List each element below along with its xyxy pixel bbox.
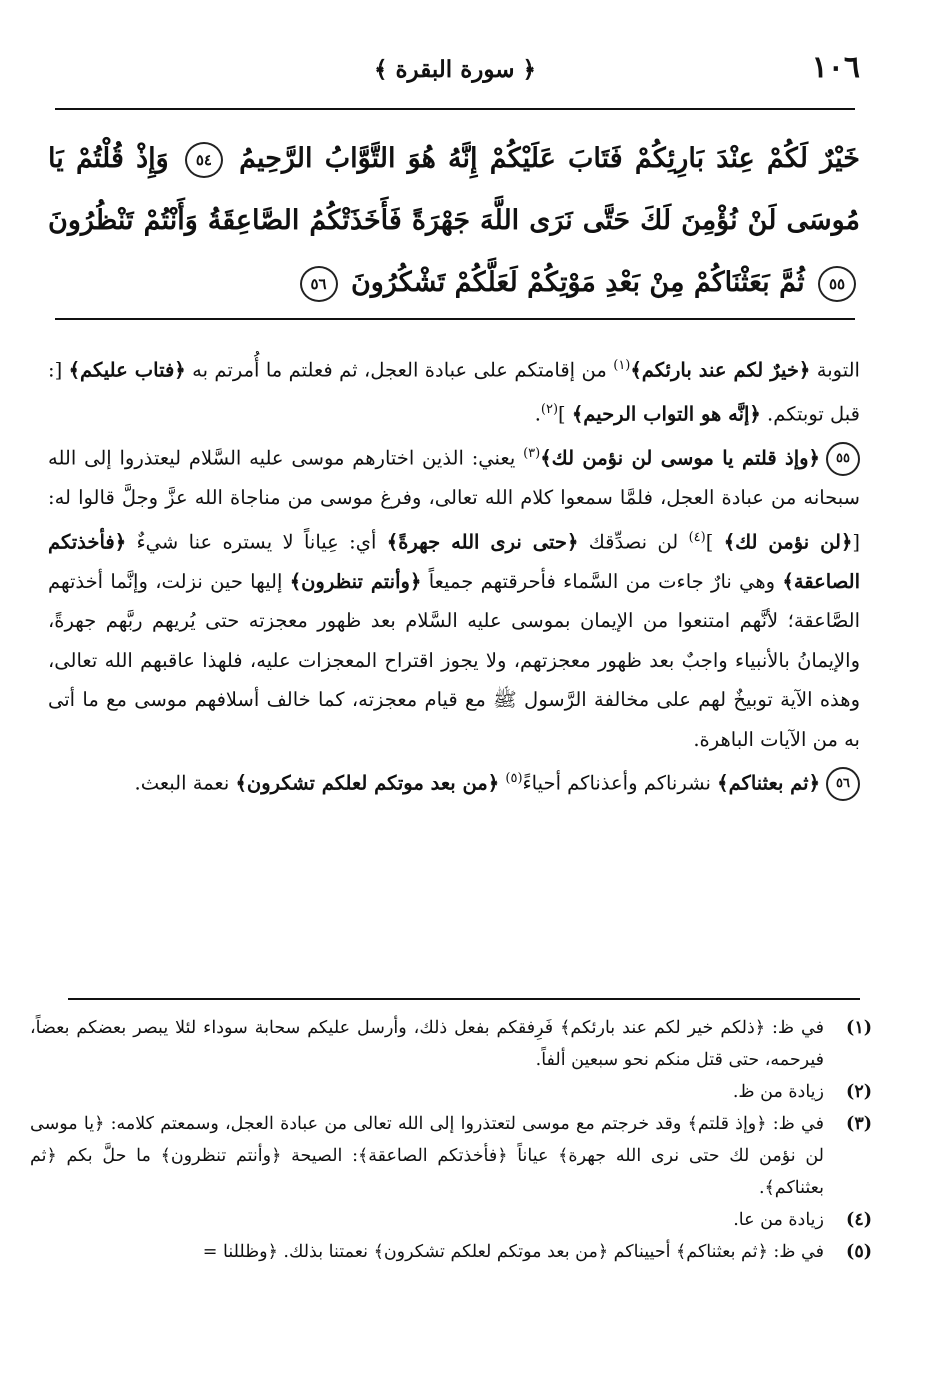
commentary-paragraph [48, 346, 860, 434]
commentary-text: . [534, 402, 541, 426]
verse-number-marker: ٥٦ [826, 767, 860, 801]
quoted-verse: ﴿فتاب عليكم﴾ [68, 358, 186, 382]
header-divider [55, 108, 855, 110]
footnote [30, 1076, 872, 1108]
quoted-verse: ﴿خيرٌ لكم عند بارئكم﴾ [630, 358, 811, 382]
commentary-text: نعمة البعث. [134, 771, 236, 795]
footnote-text: في ظ: ﴿ثم بعثناكم﴾ أحييناكم ﴿من بعد موتكم لعلكم تشكرون﴾ نعمتنا بذلك. ﴿وظللنا = [202, 1242, 824, 1262]
footnotes-divider [68, 998, 860, 1000]
footnote-number: (٤) [846, 1210, 872, 1230]
footnote-number: (١) [846, 1018, 872, 1038]
commentary-text: من إقامتكم على عبادة العجل، ثم فعلتم ما أُمرتم به [185, 358, 614, 382]
footnote-reference[interactable]: (٥) [505, 771, 523, 786]
footnote-text: زيادة من عا. [733, 1210, 824, 1230]
verse-text: خَيْرٌ لَكُمْ عِنْدَ بَارِئِكُمْ فَتَابَ عَلَيْكُمْ إِنَّهُ هُوَ التَّوَّابُ الرَّحِيمُ [239, 143, 860, 174]
footnote [30, 1204, 872, 1236]
commentary-text: [: قبل توبتكم. [48, 358, 860, 426]
commentary-text: التوبة [810, 358, 860, 382]
footnote-text: في ظ: ﴿ذلكم خير لكم عند بارئكم﴾ فَرِفقكم بفعل ذلك، وأرسل عليكم سحابة سوداء لئلا يبصر بعضكم بعضاً، فيرحمه، حتى قتل منكم نحو سبعين ألفاً. [30, 1018, 824, 1070]
verse-text: ثُمَّ بَعَثْنَاكُمْ مِنْ بَعْدِ مَوْتِكُمْ لَعَلَّكُمْ تَشْكُرُونَ [350, 267, 805, 298]
commentary-text: نشرناكم وأعذناكم أحياءً [522, 771, 718, 795]
footnote-number: (٢) [846, 1082, 872, 1102]
page-header [50, 50, 860, 100]
surah-title: ﴿ سورة البقرة ﴾ [374, 56, 536, 83]
quran-verses [48, 128, 860, 314]
page-number: ١٠٦ [811, 50, 860, 85]
quoted-verse: ﴿وإذ قلتم يا موسى لن نؤمن لك﴾ [540, 446, 820, 470]
footnote-reference[interactable]: (٢) [540, 402, 559, 417]
footnote [30, 1236, 872, 1268]
commentary-paragraph [48, 434, 860, 759]
footnote-text: زيادة من ظ. [732, 1082, 824, 1102]
commentary-text: لن نصدِّقك [578, 530, 689, 553]
commentary-paragraph [48, 759, 860, 803]
verse-number-marker: ٥٤ [185, 142, 223, 178]
verse-number-marker: ٥٥ [826, 442, 860, 476]
quoted-verse: ﴿إنَّه هو التواب الرحيم﴾ [571, 402, 761, 426]
verse-number-marker: ٥٦ [300, 266, 338, 302]
verse-number-marker: ٥٥ [818, 266, 856, 302]
footnote-number: (٣) [846, 1114, 872, 1134]
quoted-verse: ﴿ثم بعثناكم﴾ [717, 771, 820, 795]
footnotes [30, 1012, 872, 1268]
quoted-verse: ﴿من بعد موتكم لعلكم تشكرون﴾ [235, 771, 500, 795]
footnote-number: (٥) [846, 1242, 872, 1262]
commentary-text: ] [705, 530, 724, 553]
commentary-text: وهي نارٌ جاءت من السَّماء فأحرقتهم جميعاً [421, 569, 783, 593]
footnote [30, 1108, 872, 1204]
commentary-text: يعني: الذين اختارهم موسى عليه السَّلام ليعتذروا إلى الله سبحانه من عبادة العجل، فلمَّا سمعوا كلام الله تعالى، وفرغ موسى من مناجاة الله عزَّ وجلَّ قالوا له: [ [48, 446, 860, 553]
verse-text: وَإِذْ قُلْتُمْ يَا مُوسَى لَنْ نُؤْمِنَ لَكَ حَتَّى نَرَى اللَّهَ جَهْرَةً فَأَخَذَتْكُمُ الصَّاعِقَةُ وَأَنْتُمْ تَنْظُرُونَ [48, 143, 860, 236]
footnote-reference[interactable]: (٤) [688, 529, 706, 545]
footnote-text: في ظ: ﴿وإذ قلتم﴾ وقد خرجتم مع موسى لتعتذروا إلى الله تعالى من عبادة العجل، وسمعتم كلامه: ﴿يا موسى لن نؤمن لك حتى نرى الله جهرة﴾ عياناً ﴿فأخذتكم الصاعقة﴾: الصيحة ﴿وأنتم تنظرون﴾ ما حلَّ بكم ﴿ثم بعثناكم﴾. [30, 1114, 824, 1198]
quoted-verse: ﴿حتى نرى الله جهرةً﴾ [386, 530, 579, 553]
quoted-verse: ﴿فأخذتكم الصاعقة﴾ [48, 530, 860, 593]
commentary [48, 346, 860, 803]
footnote-reference[interactable]: (٣) [523, 446, 541, 461]
footnote [30, 1012, 872, 1076]
verses-divider [55, 318, 855, 320]
quoted-verse: ﴿لن نؤمن لك﴾ [723, 530, 853, 553]
commentary-text: إليها حين نزلت، وإنَّما أخذتهم الصَّاعقة؛ لأنَّهم امتنعوا من الإيمان بموسى عليه السَّلام بعد ظهور معجزته حتى يُريهم ربَّهم جهرةً، والإيمانُ بالأنبياء واجبٌ بعد ظهور معجزتهم، ولا يجوز اقتراح المعجزات عليه، فلهذا عاقبهم الله تعالى، وهذه الآية توبيخٌ لهم على مخالفة الرَّسول ﷺ مع قيام معجزته، كما خالف أسلافهم موسى مع ما أتى به من الآيات الباهرة. [48, 569, 860, 751]
footnote-reference[interactable]: (١) [613, 358, 631, 373]
quoted-verse: ﴿وأنتم تنظرون﴾ [289, 569, 422, 593]
commentary-text: ] [558, 402, 572, 426]
commentary-text: أي: عِياناً لا يستره عنا شيءٌ [126, 530, 387, 553]
